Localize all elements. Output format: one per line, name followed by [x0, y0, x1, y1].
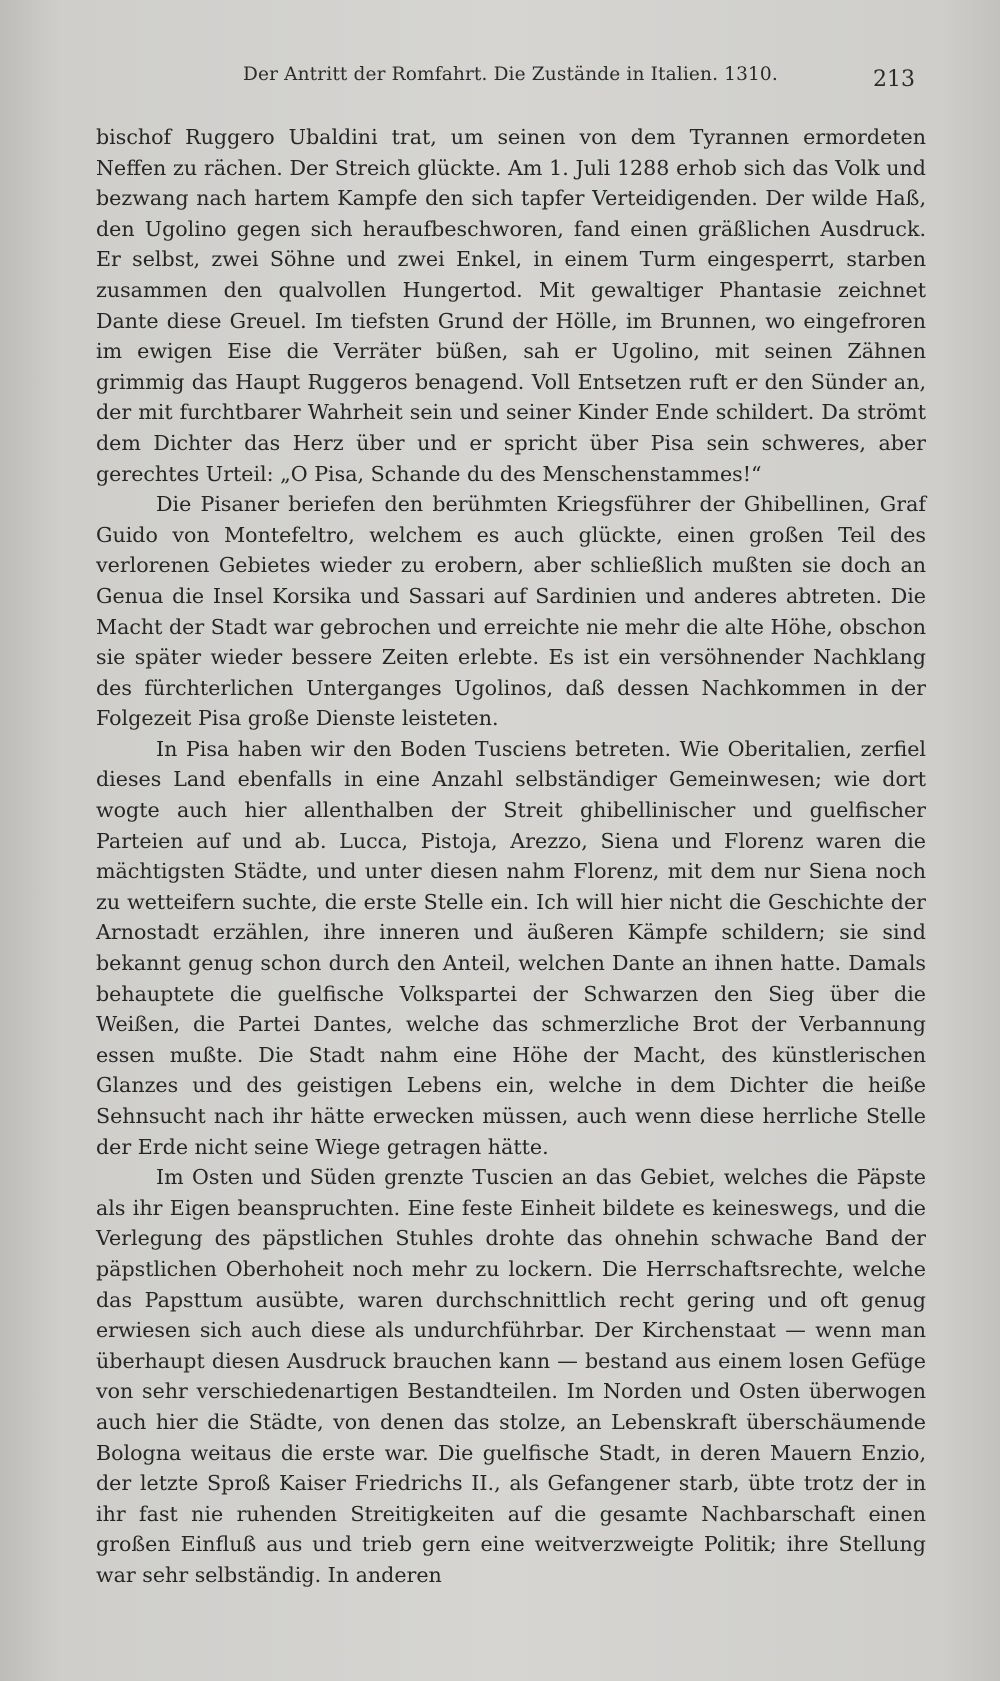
body-text	[96, 122, 926, 1591]
paragraph-2: Die Pisaner beriefen den berühmten Kriegsführer der Ghibellinen, Graf Guido von Montefeltro, welchem es auch glückte, einen großen Teil des verlorenen Gebietes wieder zu erobern, aber schließlich mußten sie doch an Genua die Insel Korsika und Sassari auf Sardinien und anderes abtreten. Die Macht der Stadt war gebrochen und erreichte nie mehr die alte Höhe, obschon sie später wieder bessere Zeiten erlebte. Es ist ein versöhnender Nachklang des fürchterlichen Unterganges Ugolinos, daß dessen Nachkommen in der Folgezeit Pisa große Dienste leisteten.	[96, 492, 926, 731]
running-title: Der Antritt der Romfahrt. Die Zustände in Italien. 1310.	[243, 64, 778, 85]
page-number: 213	[873, 67, 915, 92]
paragraph-1: bischof Ruggero Ubaldini trat, um seinen von dem Tyrannen ermordeten Neffen zu rächen. Der Streich glückte. Am 1. Juli 1288 erhob sich das Volk und bezwang nach hartem Kampfe den sich tapfer Verteidigenden. Der wilde Haß, den Ugolino gegen sich heraufbeschworen, fand einen gräßlichen Ausdruck. Er selbst, zwei Söhne und zwei Enkel, in einem Turm eingesperrt, starben zusammen den qualvollen Hungertod. Mit gewaltiger Phantasie zeichnet Dante diese Greuel. Im tiefsten Grund der Hölle, im Brunnen, wo eingefroren im ewigen Eise die Verräter büßen, sah er Ugolino, mit seinen Zähnen grimmig das Haupt Ruggeros benagend. Voll Entsetzen ruft er den Sünder an, der mit furchtbarer Wahrheit sein und seiner Kinder Ende schildert. Da strömt dem Dichter das Herz über und er spricht über Pisa sein schweres, aber gerechtes Urteil: „O Pisa, Schande du des Menschenstammes!“	[96, 125, 926, 486]
running-header	[0, 64, 1000, 94]
paragraph-4: Im Osten und Süden grenzte Tuscien an das Gebiet, welches die Päpste als ihr Eigen beanspruchten. Eine feste Einheit bildete es keineswegs, und die Verlegung des päpstlichen Stuhles drohte das ohnehin schwache Band der päpstlichen Oberhoheit noch mehr zu lockern. Die Herrschaftsrechte, welche das Papsttum ausübte, waren durchschnittlich recht gering und oft genug erwiesen sich auch diese als undurchführbar. Der Kirchenstaat — wenn man überhaupt diesen Ausdruck brauchen kann — bestand aus einem losen Gefüge von sehr verschiedenartigen Bestandteilen. Im Norden und Osten überwogen auch hier die Städte, von denen das stolze, an Lebenskraft überschäumende Bologna weitaus die erste war. Die guelfische Stadt, in deren Mauern Enzio, der letzte Sproß Kaiser Friedrichs II., als Gefangener starb, übte trotz der in ihr fast nie ruhenden Streitigkeiten auf die gesamte Nachbarschaft einen großen Einfluß aus und trieb gern eine weitverzweigte Politik; ihre Stellung war sehr selbständig. In anderen	[96, 1165, 926, 1587]
paragraph-3: In Pisa haben wir den Boden Tusciens betreten. Wie Oberitalien, zerfiel dieses Land ebenfalls in eine Anzahl selbständiger Gemeinwesen; wie dort wogte auch hier allenthalben der Streit ghibellinischer und guelfischer Parteien auf und ab. Lucca, Pistoja, Arezzo, Siena und Florenz waren die mächtigsten Städte, und unter diesen nahm Florenz, mit dem nur Siena noch zu wetteifern suchte, die erste Stelle ein. Ich will hier nicht die Geschichte der Arnostadt erzählen, ihre inneren und äußeren Kämpfe schildern; sie sind bekannt genug schon durch den Anteil, welchen Dante an ihnen hatte. Damals behauptete die guelfische Volkspartei der Schwarzen den Sieg über die Weißen, die Partei Dantes, welche das schmerzliche Brot der Verbannung essen mußte. Die Stadt nahm eine Höhe der Macht, des künstlerischen Glanzes und des geistigen Lebens ein, welche in dem Dichter die heiße Sehnsucht nach ihr hätte erwecken müssen, auch wenn diese herrliche Stelle der Erde nicht seine Wiege getragen hätte.	[96, 736, 926, 1159]
